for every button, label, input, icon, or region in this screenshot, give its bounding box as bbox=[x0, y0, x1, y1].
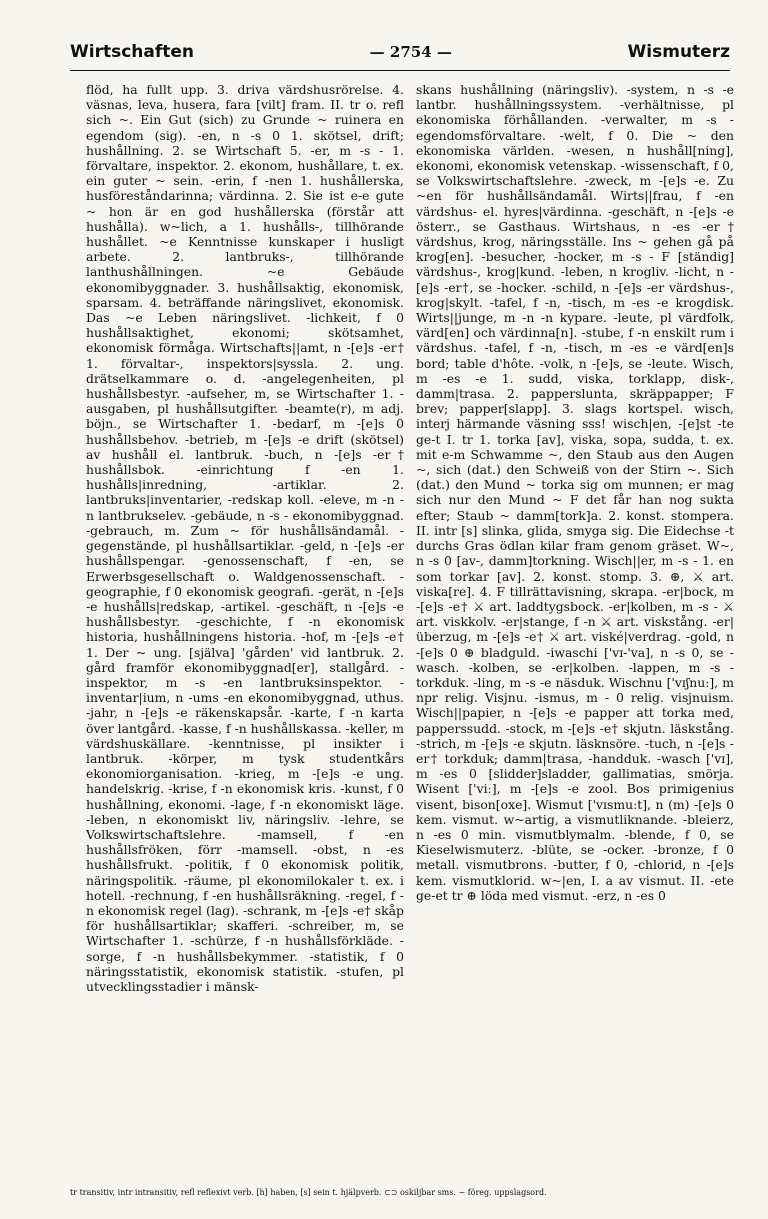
left-column-text: flöd, ha fullt upp. 3. driva värdshusrörelse. 4. väsnas, leva, husera, fara [vilt] fram. II. tr o. refl sich ~. Ein Gut (sich) zu Grunde ~ ruinera en egendom (sig). -en, n -s 0 1. skötsel, drift; hushållning. 2. se Wirtschaft 5. -er, m -s - 1. förvaltare, inspektor. 2. ekonom, hushållare, t. ex. ein guter ~ sein. -erin, f -nen 1. hushållerska, husföreståndarinna; värdinna. 2. Sie ist e-e gute ~ hon är en god hushållerska (förstår att hushålla). w~lich, a 1. hushålls-, tillhörande hushållet. ~e Kenntnisse kunskaper i husligt arbete. 2. lantbruks-, tillhörande lanthushållningen. ~e Gebäude ekonomibyggnader. 3. hushållsaktig, ekonomisk, sparsam. 4. beträffande näringslivet, ekonomisk. Das ~e Leben näringslivet. -lichkeit, f 0 hushållsaktighet, ekonomi; skötsamhet, ekonomisk förmåga. Wirtschafts||amt, n -[e]s -er† 1. förvaltar-, inspektors|syssla. 2. ung. drätselkammare o. d. -angelegenheiten, pl hushållsbestyr. -aufseher, m, se Wirtschafter 1. -ausgaben, pl hushållsutgifter. -beamte(r), m adj. böjn., se Wirtschafter 1. -bedarf, m -[e]s 0 hushållsbehov. -betrieb, m -[e]s -e drift (skötsel) av hushåll el. lantbruk. -buch, n -[e]s -er† hushållsbok. -einrichtung f -en 1. hushålls|inredning, -artiklar. 2. lantbruks|inventarier, -redskap koll. -eleve, m -n -n lantbrukselev. -gebäude, n -s - ekonomibyggnad. -gebrauch, m. Zum ~ för hushållsändamål. -gegenstände, pl hushållsartiklar. -geld, n -[e]s -er hushållspengar. -genossenschaft, f -en, se Erwerbsgesellschaft o. Waldgenossenschaft. -geographie, f 0 ekonomisk geografi. -gerät, n -[e]s -e hushålls|redskap, -artikel. -geschäft, n -[e]s -e hushållsbestyr. -geschichte, f -n ekonomisk historia, hushållningens historia. -hof, m -[e]s -e† 1. Der ~ ung. [själva] 'gården' vid lantbruk. 2. gård framför ekonomibyggnad[er], stallgård. -inspektor, m -s -en lantbruksinspektor. -inventar|ium, n -ums -en ekonomibyggnad, uthus. -jahr, n -[e]s -e räkenskapsår. -karte, f -n karta över lantgård. -kasse, f -n hushållskassa. -keller, m värdshuskällare. -kenntnisse, pl insikter i lantbruk. -körper, m tysk studentkårs ekonomiorganisation. -krieg, m -[e]s -e ung. handelskrig. -krise, f -n ekonomisk kris. -kunst, f 0 hushållning, ekonomi. -lage, f -n ekonomiskt läge. -leben, n ekonomiskt liv, näringsliv. -lehre, se Volkswirtschaftslehre. -mamsell, f -en hushållsfröken, förr -mamsell. -obst, n -es hushållsfrukt. -politik, f 0 ekonomisk politik, näringspolitik. -räume, pl ekonomilokaler t. ex. i hotell. -rechnung, f -en hushållsräkning. -regel, f -n ekonomisk regel (lag). -schrank, m -[e]s -e† skåp för hushållsartiklar; skafferi. -schreiber, m, se Wirtschafter 1. -schürze, f -n hushållsförkläde. -sorge, f -n hushållsbekymmer. -statistik, f 0 näringsstatistik, ekonomisk statistik. -stufen, pl utvecklingsstadier i mänsk- bbox=[86, 82, 404, 994]
header-rule bbox=[70, 70, 730, 71]
header-left-word: Wirtschaften bbox=[70, 42, 195, 62]
right-column-text: skans hushållning (näringsliv). -system, n -s -e lantbr. hushållningssystem. -verhältnisse, pl ekonomiska förhållanden. -verwalter, m -s - egendomsförvaltare. -welt, f 0. Die ~ den ekonomiska världen. -wesen, n hushåll[ning], ekonomi, ekonomisk vetenskap. -wissenschaft, f 0, se Volkswirtschaftslehre. -zweck, m -[e]s -e. Zu ~en för hushållsändamål. Wirts||frau, f -en värdshus- el. hyres|värdinna. -geschäft, n -[e]s -e österr., se Gasthaus. Wirtshaus, n -es -er† värdshus, krog, näringsställe. Ins ~ gehen gå på krog[en]. -besucher, -hocker, m -s - F [ständig] värdshus-, krog|kund. -leben, n krogliv. -licht, n -[e]s -er†, se -hocker. -schild, n -[e]s -er värdshus-, krog|skylt. -tafel, f -n, -tisch, m -es -e krogdisk. Wirts||junge, m -n -n kypare. -leute, pl värdfolk, värd[en] och värdinna[n]. -stube, f -n enskilt rum i värdshus. -tafel, f -n, -tisch, m -es -e värd[en]s bord; table d'hôte. -volk, n -[e]s, se -leute. Wisch, m -es -e 1. sudd, viska, torklapp, disk-, damm|trasa. 2. papperslunta, skräppapper; F brev; papper[slapp]. 3. slags kortspel. wisch, interj härmande väsning sss! wisch|en, -[e]st -te ge-t I. tr 1. torka [av], viska, sopa, sudda, t. ex. mit e-m Schwamme ~, den Staub aus den Augen ~, sich (dat.) den Schweiß von der Stirn ~. Sich (dat.) den Mund ~ torka sig om munnen; er mag sich nur den Mund ~ F det får han nog sukta efter; Staub ~ damm[tork]a. 2. konst. stompera. II. intr [s] slinka, glida, smyga sig. Die Eidechse -t durchs Gras ödlan kilar fram genom gräset. W~, n -s 0 [av-, damm]torkning. Wisch||er, m -s - 1. en som torkar [av]. 2. konst. stomp. 3. ⊕, ⚔ art. viska[re]. 4. F tillrättavisning, skrapa. -er|bock, m -[e]s -e† ⚔ art. laddtygsbock. -er|kolben, m -s - ⚔ art. viskkolv. -er|stange, f -n ⚔ art. viskstång. -er|überzug, m -[e]s -e† ⚔ art. viské|verdrag. -gold, n -[e]s 0 ⊕ bladguld. -iwaschi ['vɪ-'va], n -s 0, se -wasch. -kolben, se -er|kolben. -lappen, m -s - torkduk. -ling, m -s -e näsduk. Wischnu ['vɪʃnuː], m npr relig. Visjnu. -ismus, m - 0 relig. visjnuism. Wisch||papier, n -[e]s -e papper att torka med, papperssudd. -stock, m -[e]s -e† skjutn. läskstång. -strich, m -[e]s -e skjutn. läsknsöre. -tuch, n -[e]s -er† torkduk; damm|trasa, -handduk. -wasch ['vɪ], m -es 0 [slidder]sladder, gallimatias, smörja. Wisent ['viː], m -[e]s -e zool. Bos primigenius visent, bison[oxe]. Wismut ['vɪsmuːt], n (m) -[e]s 0 kem. vismut. w~artig, a vismutliknande. -bleierz, n -es 0 min. vismutblymalm. -blende, f 0, se Kieselwismuterz. -blüte, se -ocker. -bronze, f 0 metall. vismutbrons. -butter, f 0, -chlorid, n -[e]s kem. vismutklorid. w~|en, I. a av vismut. II. -ete ge-et tr ⊕ löda med vismut. -erz, n -es 0 bbox=[416, 82, 734, 903]
page-header bbox=[70, 42, 730, 66]
right-column bbox=[416, 82, 734, 903]
abbreviation-legend: tr transitiv, intr intransitiv, refl reflexivt verb. [h] haben, [s] sein t. hjälpverb. ⊂⊃ oskiljbar sms. ~ föreg. uppslagsord. bbox=[70, 1188, 547, 1197]
left-column bbox=[86, 82, 404, 994]
header-right-word: Wismuterz bbox=[627, 42, 730, 62]
page-number: — 2754 — bbox=[369, 43, 452, 61]
